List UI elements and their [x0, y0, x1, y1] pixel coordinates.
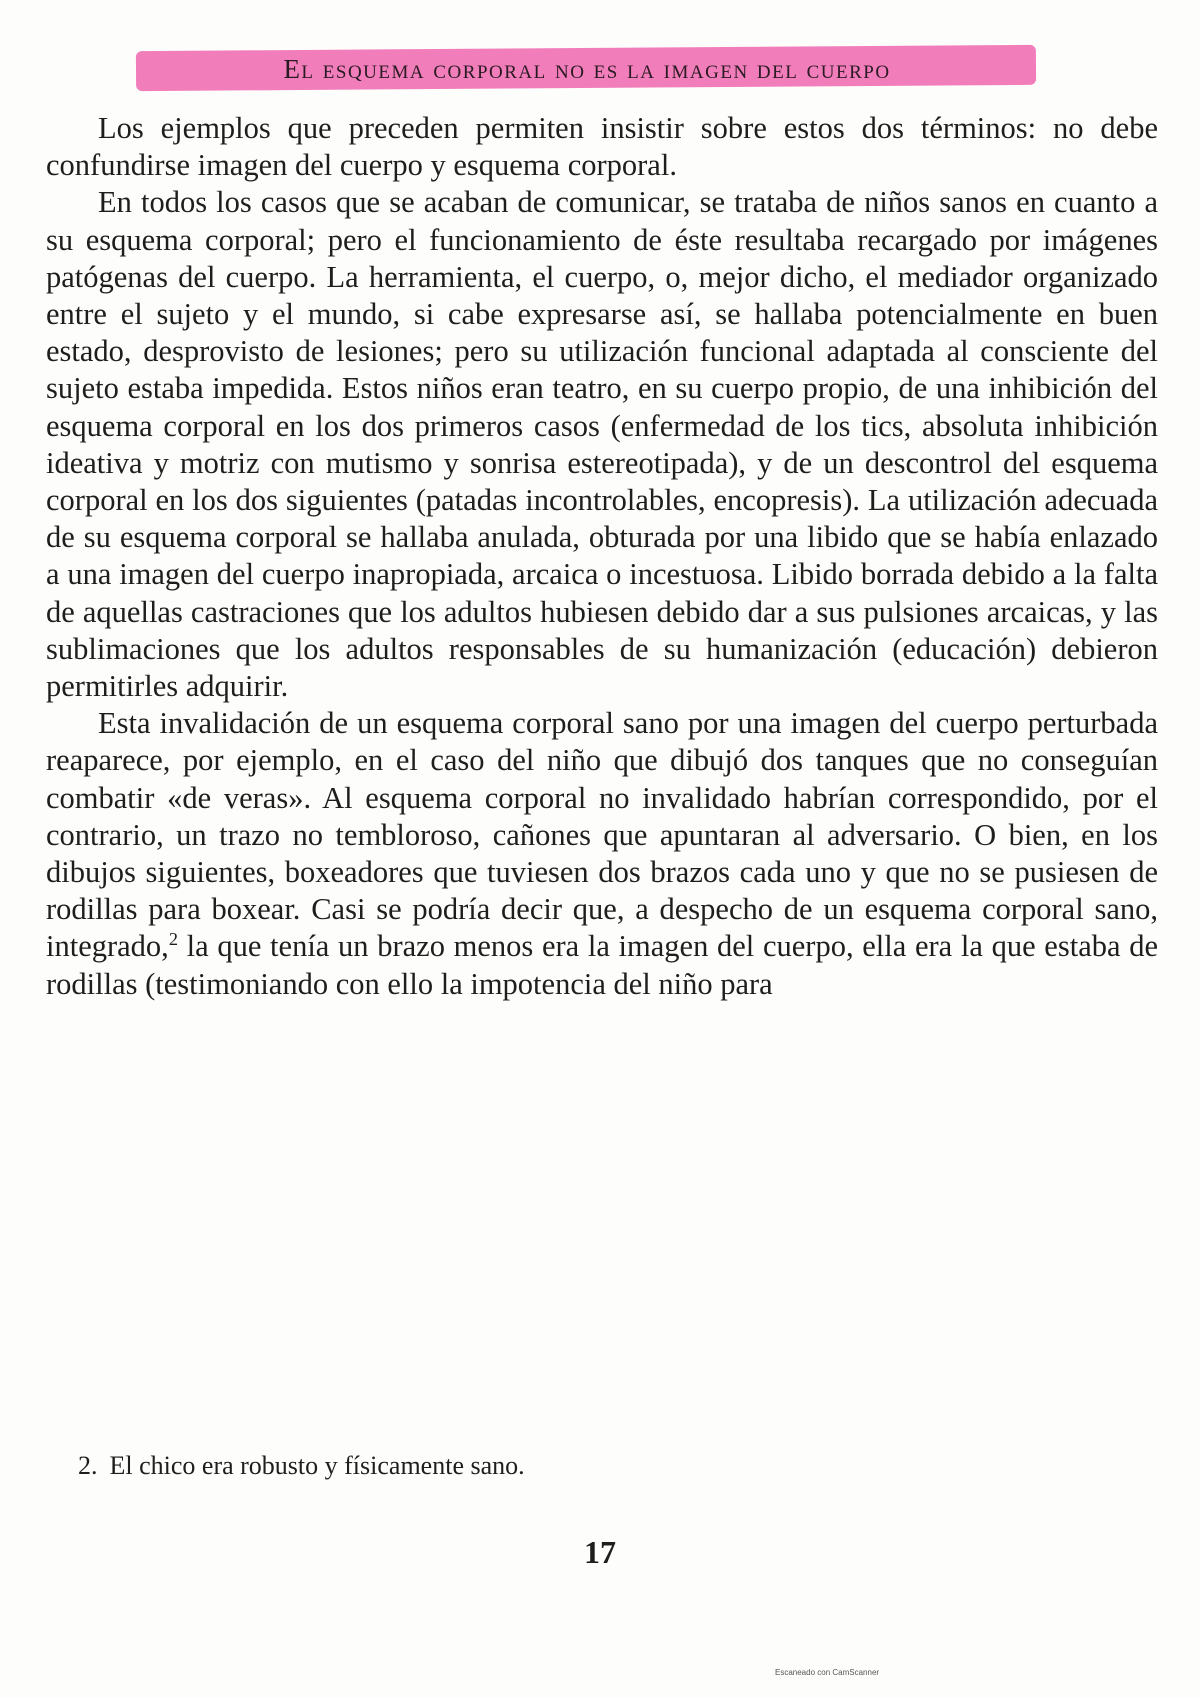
footnote-ref: 2 [168, 929, 178, 950]
paragraph-2: En todos los casos que se acaban de comunicar, se trataba de niños sanos en cuanto a su esquema corporal; pero el funcionamiento de éste resultaba recargado por imágenes patógenas del cuerpo. La herramienta, el cuerpo, o, mejor dicho, el mediador organizado entre el sujeto y el mundo, si cabe expresarse así, se hallaba potencialmente en buen estado, desprovisto de lesiones; pero su utilización funcional adaptada al consciente del sujeto estaba impedida. Estos niños eran teatro, en su cuerpo propio, de una inhibición del esquema corporal en los dos primeros casos (enfermedad de los tics, absoluta inhibición ideativa y motriz con mutismo y sonrisa estereotipada), y de un descontrol del esquema corporal en los dos siguientes (patadas incontrolables, encopresis). La utilización adecuada de su esquema corporal se hallaba anulada, obturada por una libido que se había enlazado a una imagen del cuerpo inapropiada, arcaica o incestuosa. Libido borrada debido a la falta de aquellas castraciones que los adultos hubiesen debido dar a sus pulsiones arcaicas, y las sublimaciones que los adultos responsables de su humanización (educación) debieron permitirles adquirir. [46, 185, 1158, 704]
paragraph-3-continuation: la que tenía un brazo menos era la imagen del cuerpo, ella era la que estaba de rodillas (testimoniando con ello la impotencia del niño para [46, 929, 1158, 1001]
paragraph-3-text: Esta invalidación de un esquema corporal sano por una imagen del cuerpo perturbada reaparece, por ejemplo, en el caso del niño que dibujó dos tanques que no conseguían combatir «de veras». Al esquema corporal no invalidado habrían correspondido, por el contrario, un trazo no tembloroso, cañones que apuntaran al adversario. O bien, en los dibujos siguientes, boxeadores que tuviesen dos brazos cada uno y que no se pusiesen de rodillas para boxear. Casi se podría decir que, a despecho de un esquema corporal sano, integrado, [46, 706, 1158, 964]
footnote [78, 1450, 1078, 1482]
body-text [46, 110, 1158, 1003]
scanner-watermark: Escaneado con CamScanner [775, 1668, 880, 1677]
running-head: El esquema corporal no es la imagen del cuerpo [283, 53, 891, 84]
paragraph-3 [46, 705, 1158, 1003]
footnote-text: El chico era robusto y físicamente sano. [109, 1451, 525, 1480]
paragraph-1: Los ejemplos que preceden permiten insistir sobre estos dos términos: no debe confundirse imagen del cuerpo y esquema corporal. [46, 111, 1158, 183]
running-head-bar [142, 46, 1032, 92]
page-number: 17 [584, 1534, 616, 1570]
footnote-number: 2. [78, 1451, 98, 1480]
